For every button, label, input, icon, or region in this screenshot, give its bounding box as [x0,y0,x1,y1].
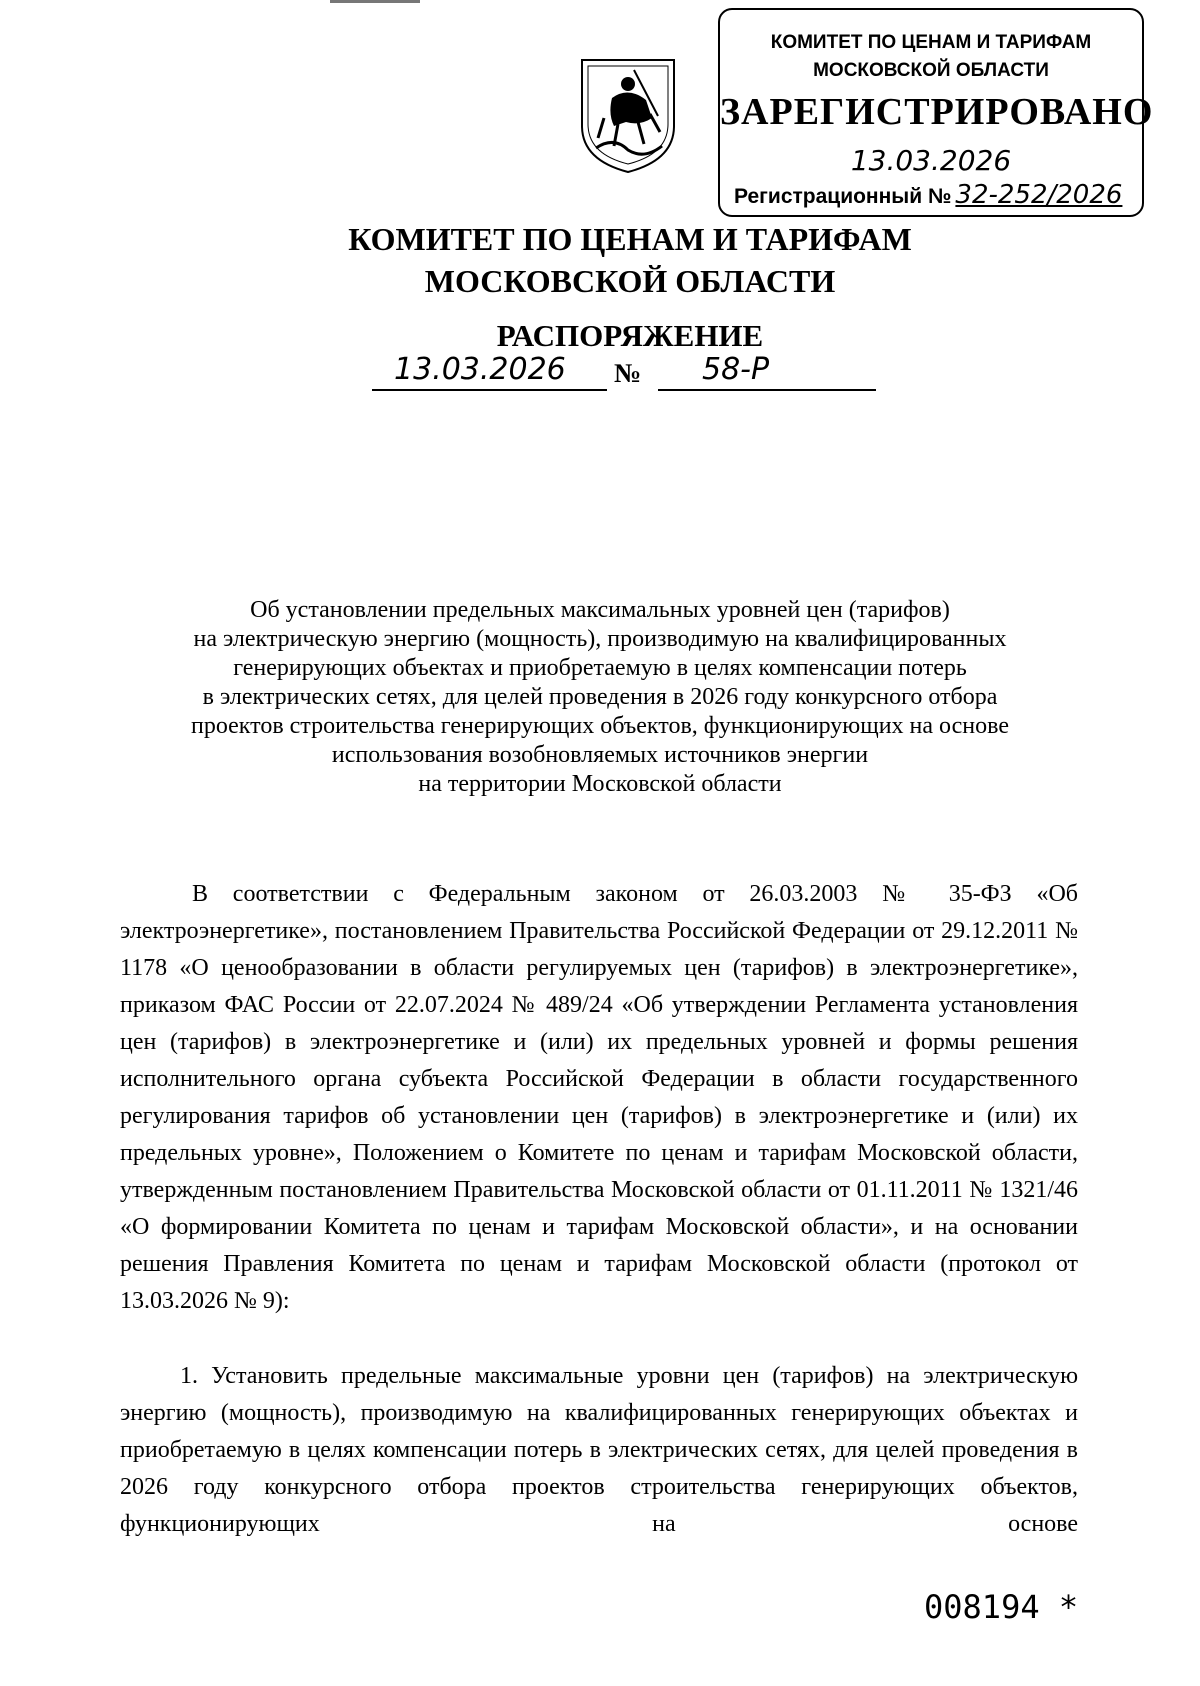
stamp-reg-number-row [734,180,1134,210]
title-line: Об установлении предельных максимальных уровней цен (тарифов) [250,597,950,623]
document-date-number-row [372,352,892,394]
title-line: на электрическую энергию (мощность), производимую на квалифицированных [193,626,1007,652]
document-title [120,596,1080,799]
stamp-reg-number: 32-252/2026 [955,180,1123,210]
org-name [260,218,1000,302]
document-date: 13.03.2026 [394,352,566,387]
stamp-date: 13.03.2026 [850,144,1012,177]
item-1-paragraph: 1. Установить предельные максимальные уровни цен (тарифов) на электрическую энергию (мощность), производимую на квалифицированных генерирующих объектах и приобретаемую в целях компенсации потерь в электрических сетях, для целей проведения в 2026 году конкурсного отбора проектов строительства генерирующих объектов, функционирующих на основе [120,1363,1078,1537]
serial-number: 008194 * [924,1588,1079,1626]
title-line: в электрических сетях, для целей проведения в 2026 году конкурсного отбора [202,684,998,710]
stamp-org-line1: КОМИТЕТ ПО ЦЕНАМ И ТАРИФАМ [770,32,1092,53]
title-line: использования возобновляемых источников энергии [331,742,869,768]
registration-stamp [718,8,1154,217]
number-underline [658,389,876,391]
date-underline [372,389,607,391]
org-name-line2: МОСКОВСКОЙ ОБЛАСТИ [424,263,836,299]
scan-artifact [330,0,420,3]
coat-of-arms-emblem [574,56,682,174]
number-label: № [614,358,642,388]
title-line: генерирующих объектах и приобретаемую в целях компенсации потерь [233,655,967,681]
stamp-registered: ЗАРЕГИСТРИРОВАНО [720,91,1154,133]
stamp-org-line2: МОСКОВСКОЙ ОБЛАСТИ [813,60,1049,81]
org-name-line1: КОМИТЕТ ПО ЦЕНАМ И ТАРИФАМ [348,221,912,257]
document-number: 58-Р [702,352,770,387]
preamble-paragraph: В соответствии с Федеральным законом от 26.03.2003 № 35-ФЗ «Об электроэнергетике», постановлением Правительства Российской Федерации от 29.12.2011 № 1178 «О ценообразовании в области регулируемых цен (тарифов) в электроэнергетике», приказом ФАС России от 22.07.2024 № 489/24 «Об утверждении Регламента установления цен (тарифов) в электроэнергетике и (или) их предельных уровней и формы решения исполнительного органа субъекта Российской Федерации в области государственного регулирования тарифов об установлении цен (тарифов) в электроэнергетике и (или) их предельных уровне», Положением о Комитете по ценам и тарифам Московской области, утвержденным постановлением Правительства Московской области от 01.11.2011 № 1321/46 «О формировании Комитета по ценам и тарифам Московской области», и на основании решения Правления Комитета по ценам и тарифам Московской области (протокол от 13.03.2026 № 9): [120,881,1078,1314]
title-line: на территории Московской области [418,771,782,797]
document-type: РАСПОРЯЖЕНИЕ [496,318,764,353]
title-line: проектов строительства генерирующих объектов, функционирующих на основе [191,713,1009,739]
stamp-reg-label: Регистрационный № [734,185,952,208]
